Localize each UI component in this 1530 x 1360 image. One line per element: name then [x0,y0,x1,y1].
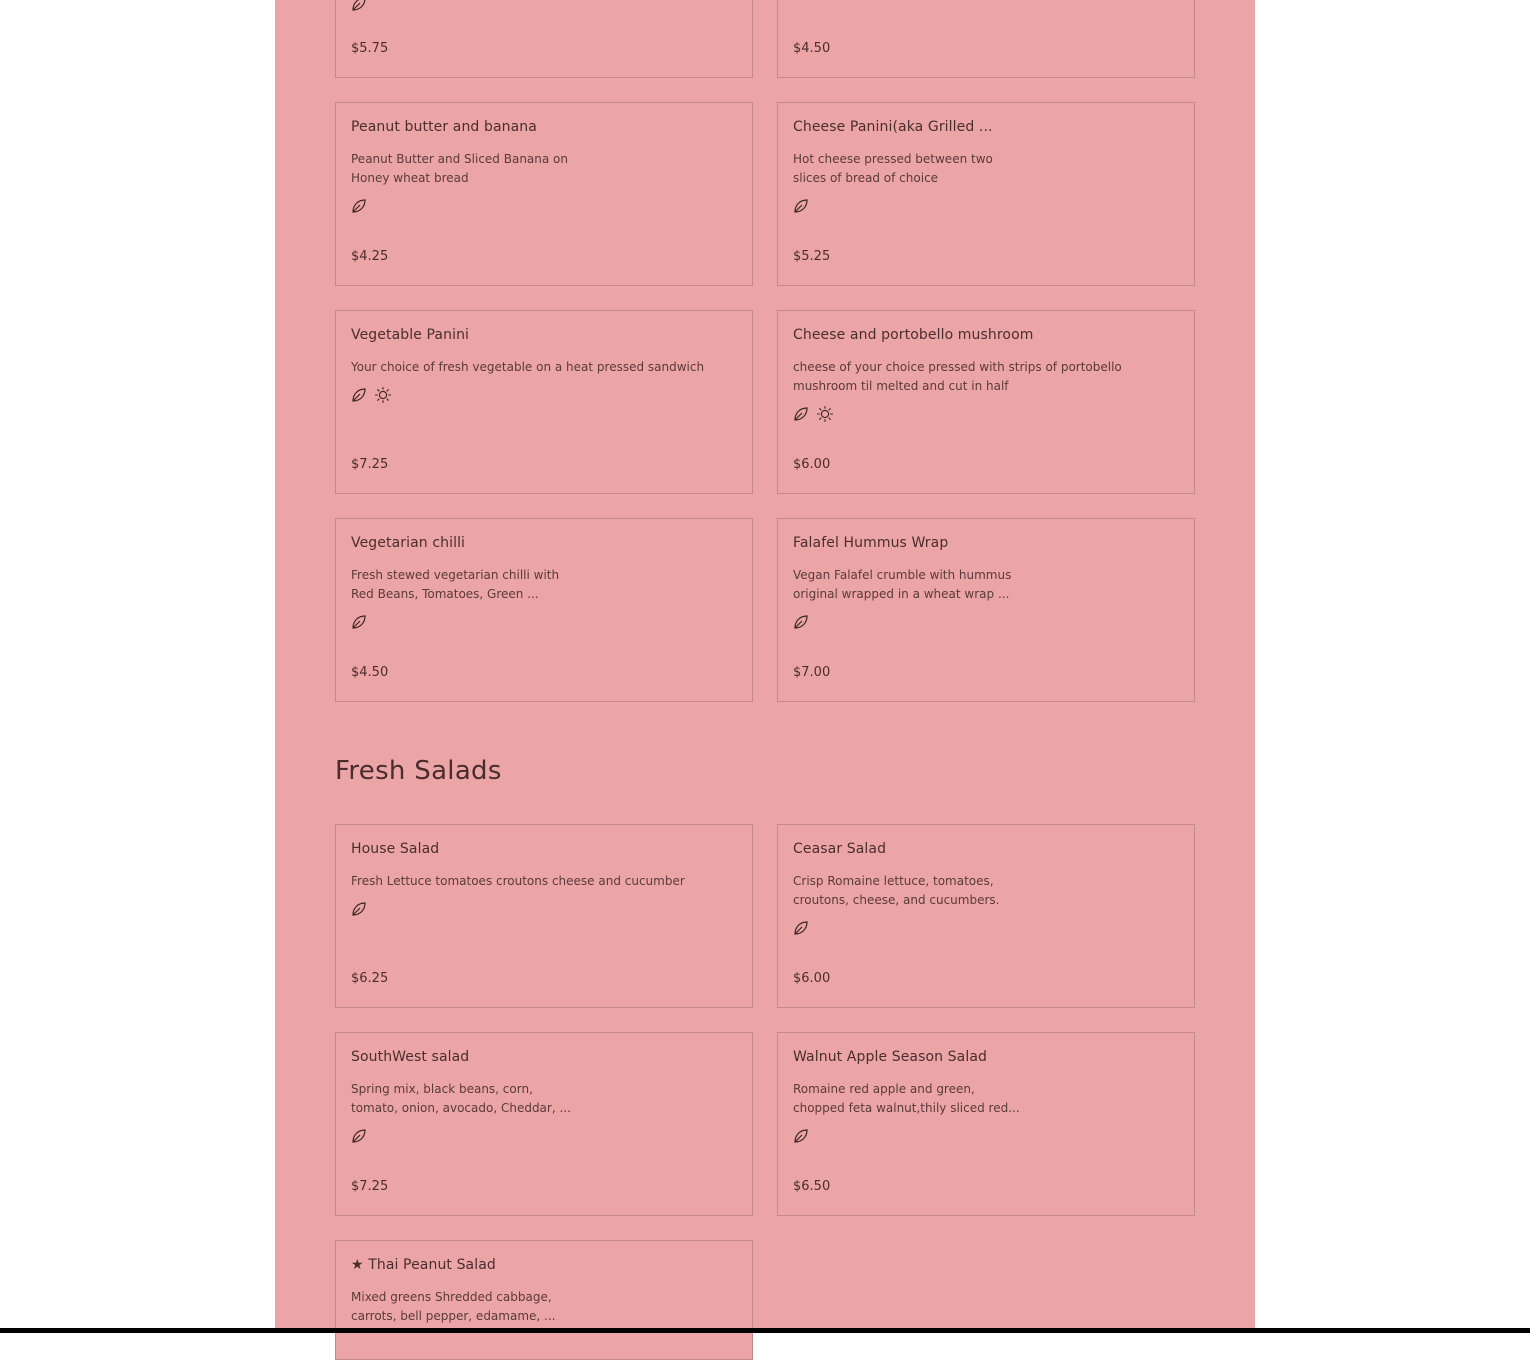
item-description-line: slices of bread of choice [793,171,939,185]
leaf-icon [350,386,368,404]
item-description-line: Fresh Lettuce tomatoes croutons cheese and cucumber [351,874,685,888]
leaf-icon [350,0,368,13]
item-description-line: Spring mix, black beans, corn, [351,1082,533,1096]
leaf-icon [792,919,810,937]
item-description-line: Fresh stewed vegetarian chilli with [351,568,560,582]
dietary-icons [792,919,810,937]
dietary-icons [792,405,834,423]
leaf-icon [350,1127,368,1145]
item-name: Ceasar Salad [793,841,887,857]
sun-icon [374,386,392,404]
dietary-icons [350,0,368,13]
item-description [351,1080,571,1118]
item-name: Cheese Panini(aka Grilled ... [793,119,993,135]
item-price: $7.25 [351,457,389,472]
item-description [351,150,568,188]
item-description-line: cheese of your choice pressed with strips of portobello [793,360,1122,374]
menu-item-card[interactable] [335,0,753,78]
dietary-icons [350,900,368,918]
item-price: $6.00 [793,457,831,472]
item-name: Walnut Apple Season Salad [793,1049,987,1065]
item-description-line: Hot cheese pressed between two [793,152,993,166]
leaf-icon [792,405,810,423]
menu-item-card[interactable] [777,102,1195,286]
bottom-edge-bar [0,1328,1530,1333]
dietary-icons [792,1127,810,1145]
item-description-line: Vegan Falafel crumble with hummus [793,568,1012,582]
item-price: $4.50 [793,41,831,56]
dietary-icons [792,613,810,631]
menu-item-card[interactable] [777,824,1195,1008]
item-description [793,566,1011,604]
menu-item-card[interactable] [777,0,1195,78]
item-description-line: carrots, bell pepper, edamame, ... [351,1309,556,1323]
item-description-line: original wrapped in a wheat wrap ... [793,587,1010,601]
item-description [793,358,1122,396]
menu-item-card[interactable] [777,310,1195,494]
item-price: $6.25 [351,971,389,986]
item-price: $6.00 [793,971,831,986]
dietary-icons [350,1127,368,1145]
item-price: $7.00 [793,665,831,680]
item-description-line: Romaine red apple and green, [793,1082,975,1096]
leaf-icon [350,900,368,918]
item-description [793,150,993,188]
item-name: House Salad [351,841,440,857]
dietary-icons [792,197,810,215]
item-name: Vegetable Panini [351,327,470,343]
menu-item-card[interactable] [777,1032,1195,1216]
item-description [351,358,704,377]
item-name: SouthWest salad [351,1049,470,1065]
item-description-line: Crisp Romaine lettuce, tomatoes, [793,874,994,888]
menu-item-card[interactable] [335,824,753,1008]
leaf-icon [792,1127,810,1145]
item-price: $4.50 [351,665,389,680]
dietary-icons [350,613,368,631]
dietary-icons [350,386,392,404]
item-price: $5.25 [793,249,831,264]
menu-item-card[interactable] [335,310,753,494]
menu-item-card[interactable] [335,102,753,286]
dietary-icons [350,197,368,215]
item-price: $5.75 [351,41,389,56]
item-description-line: Red Beans, Tomatoes, Green ... [351,587,539,601]
item-price: $6.50 [793,1179,831,1194]
sun-icon [816,405,834,423]
item-description-line: croutons, cheese, and cucumbers. [793,893,1000,907]
item-description [793,872,999,910]
item-name: Vegetarian chilli [351,535,466,551]
item-description [351,566,559,604]
leaf-icon [350,197,368,215]
leaf-icon [792,197,810,215]
item-description-line: tomato, onion, avocado, Cheddar, ... [351,1101,571,1115]
item-name: Falafel Hummus Wrap [793,535,949,551]
item-price: $4.25 [351,249,389,264]
item-description [351,872,685,891]
item-name: ★ Thai Peanut Salad [351,1257,496,1273]
item-description-line: chopped feta walnut,thily sliced red... [793,1101,1020,1115]
item-description [793,1080,1020,1118]
item-description [351,1288,555,1326]
item-description-line: mushroom til melted and cut in half [793,379,1009,393]
menu-item-card[interactable] [335,1240,753,1360]
menu-item-card[interactable] [335,518,753,702]
item-description-line: Honey wheat bread [351,171,469,185]
section-title: Fresh Salads [335,756,502,786]
item-description-line: Your choice of fresh vegetable on a heat pressed sandwich [351,360,705,374]
item-name: Peanut butter and banana [351,119,537,135]
leaf-icon [792,613,810,631]
menu-item-card[interactable] [335,1032,753,1216]
item-price: $7.25 [351,1179,389,1194]
item-name: Cheese and portobello mushroom [793,327,1034,343]
menu-item-card[interactable] [777,518,1195,702]
item-description-line: Peanut Butter and Sliced Banana on [351,152,569,166]
item-description-line: Mixed greens Shredded cabbage, [351,1290,552,1304]
leaf-icon [350,613,368,631]
